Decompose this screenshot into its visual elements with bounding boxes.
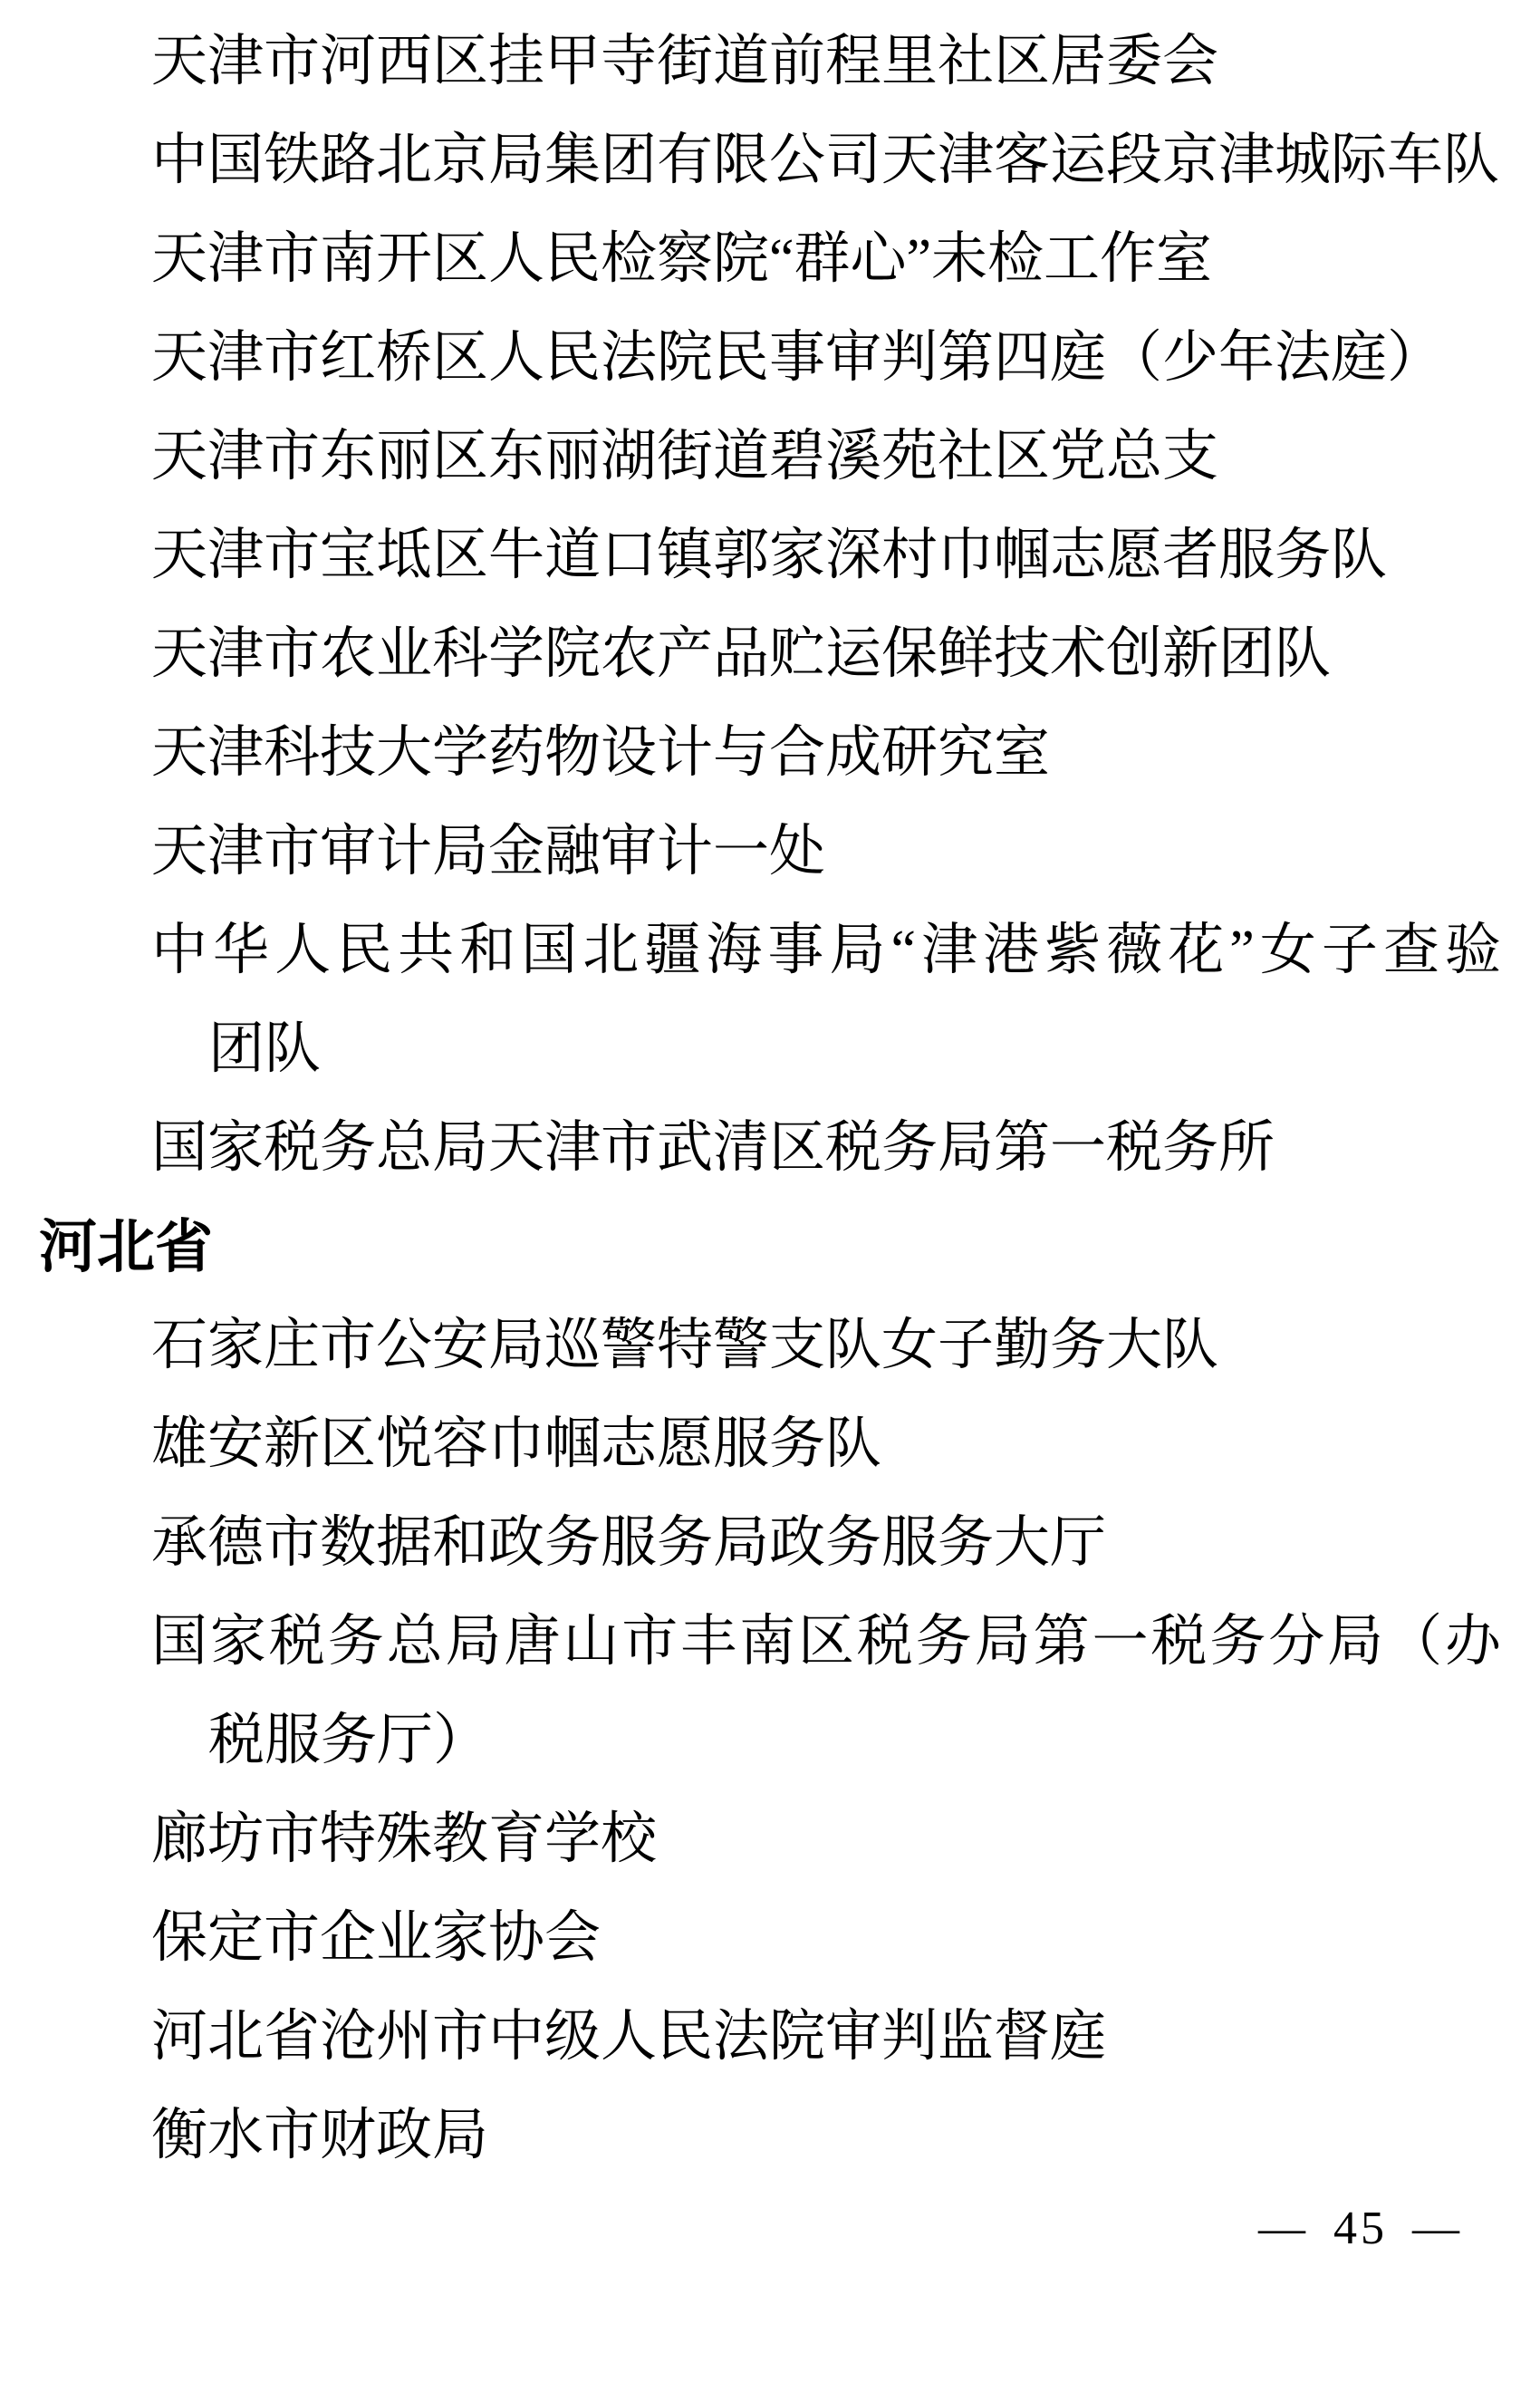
entry-continuation: 团队 [208,1018,322,1080]
list-entry: 衡水市财政局 [151,2105,489,2166]
list-entry: 国家税务总局天津市武清区税务局第一税务所 [151,1117,1275,1179]
list-entry: 国家税务总局唐山市丰南区税务局第一税务分局（办 [151,1611,1501,1673]
list-entry: 天津市红桥区人民法院民事审判第四庭（少年法庭） [151,327,1444,389]
list-entry: 廊坊市特殊教育学校 [151,1808,658,1870]
page-number: — 45 — [1258,2203,1463,2254]
list-entry: 天津市南开区人民检察院“群心”未检工作室 [151,228,1213,290]
list-entry: 石家庄市公安局巡警特警支队女子勤务大队 [151,1315,1219,1376]
list-entry: 河北省沧州市中级人民法院审判监督庭 [151,2006,1107,2068]
list-entry: 天津市农业科学院农产品贮运保鲜技术创新团队 [151,623,1332,685]
entry-continuation: 税服务厅） [208,1710,490,1771]
section-heading: 河北省 [39,1214,213,1279]
list-entry: 中国铁路北京局集团有限公司天津客运段京津城际车队 [151,130,1500,191]
list-entry: 中华人民共和国北疆海事局“津港紫薇花”女子查验 [151,920,1501,981]
list-entry: 承德市数据和政务服务局政务服务大厅 [151,1512,1107,1574]
list-entry: 天津市东丽区东丽湖街道碧溪苑社区党总支 [151,426,1219,487]
list-entry: 天津市宝坻区牛道口镇郭家深村巾帼志愿者服务队 [151,525,1388,586]
list-entry: 天津市审计局金融审计一处 [151,821,826,882]
award-list [39,13,1501,2185]
list-entry: 雄安新区悦容巾帼志愿服务队 [151,1413,882,1475]
list-entry: 天津科技大学药物设计与合成研究室 [151,722,1051,784]
list-entry: 天津市河西区挂甲寺街道前程里社区居委会 [151,31,1219,92]
list-entry: 保定市企业家协会 [151,1907,602,1969]
